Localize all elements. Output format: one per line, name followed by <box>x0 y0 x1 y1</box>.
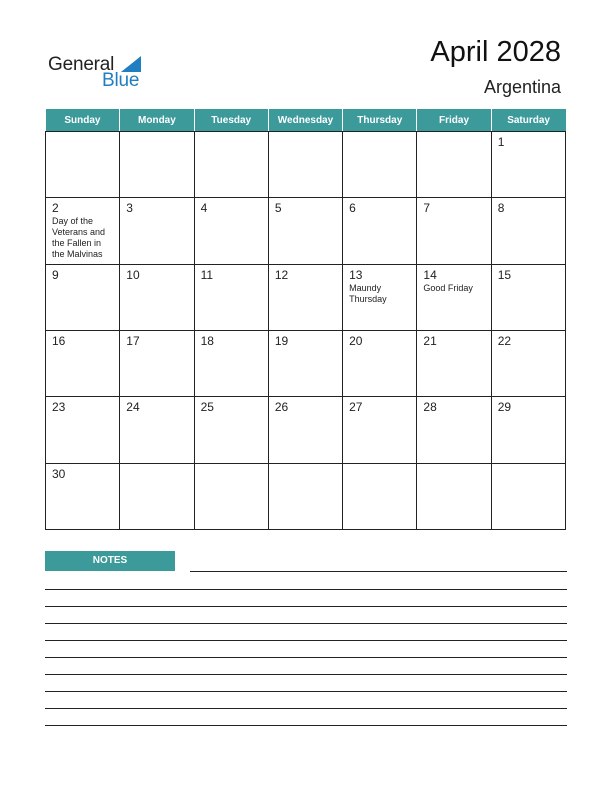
calendar-day-cell <box>417 132 491 198</box>
weekday-header: Monday <box>120 109 194 132</box>
calendar-day-cell <box>491 264 565 330</box>
day-number: 15 <box>497 267 512 282</box>
calendar-week-row <box>46 198 566 264</box>
day-number: 5 <box>274 201 282 216</box>
calendar-day-cell <box>194 132 268 198</box>
calendar-day-cell <box>417 397 491 463</box>
calendar-day-cell <box>194 397 268 463</box>
calendar-day-cell <box>491 330 565 396</box>
calendar-day-cell <box>417 198 491 264</box>
calendar-day-cell <box>417 463 491 529</box>
day-number: 26 <box>274 400 289 415</box>
day-number: 22 <box>497 333 512 348</box>
calendar-day-cell <box>194 264 268 330</box>
day-number: 6 <box>349 201 356 216</box>
weekday-header: Wednesday <box>268 109 342 132</box>
note-line <box>45 725 567 726</box>
calendar-grid <box>45 109 566 530</box>
day-number: 17 <box>126 333 140 348</box>
calendar-day-cell <box>491 463 565 529</box>
day-number: 28 <box>423 400 437 415</box>
day-number: 25 <box>200 400 214 415</box>
calendar-day-cell <box>343 264 417 330</box>
note-line <box>45 640 567 641</box>
calendar-day-cell <box>491 132 565 198</box>
day-number: 2 <box>52 201 59 216</box>
calendar-day-cell <box>491 198 565 264</box>
calendar-day-cell <box>343 198 417 264</box>
country-subtitle: Argentina <box>483 77 561 97</box>
calendar-day-cell <box>120 198 194 264</box>
note-line <box>45 657 567 658</box>
note-line <box>45 708 567 709</box>
calendar-week-row <box>46 264 566 330</box>
note-line <box>45 606 567 607</box>
weekday-header: Sunday <box>46 109 120 132</box>
day-number: 4 <box>200 201 208 216</box>
day-number: 29 <box>497 400 512 415</box>
calendar-day-cell <box>268 132 342 198</box>
weekday-header: Tuesday <box>194 109 268 132</box>
holiday-label: Good Friday <box>423 282 473 293</box>
day-number: 19 <box>274 333 289 348</box>
calendar-day-cell <box>194 463 268 529</box>
calendar-week-row <box>46 330 566 396</box>
day-number: 23 <box>52 400 66 415</box>
calendar-week-row <box>46 463 566 529</box>
day-number: 30 <box>52 466 66 481</box>
calendar-day-cell <box>343 397 417 463</box>
calendar-day-cell <box>343 132 417 198</box>
day-number: 10 <box>126 267 140 282</box>
day-number: 8 <box>497 201 505 216</box>
calendar-day-cell <box>120 397 194 463</box>
calendar-day-cell <box>46 198 120 264</box>
day-number: 20 <box>349 333 363 348</box>
calendar-day-cell <box>120 264 194 330</box>
calendar-day-cell <box>46 264 120 330</box>
day-number: 14 <box>423 267 437 282</box>
calendar-day-cell <box>194 198 268 264</box>
logo-blue-text: Blue <box>102 70 140 91</box>
day-number: 11 <box>200 267 214 282</box>
calendar-day-cell <box>194 330 268 396</box>
calendar-week-row <box>46 132 566 198</box>
day-number: 12 <box>274 267 289 282</box>
calendar-day-cell <box>268 397 342 463</box>
calendar-day-cell <box>268 264 342 330</box>
calendar-day-cell <box>491 397 565 463</box>
day-number: 3 <box>126 201 133 216</box>
calendar-day-cell <box>268 330 342 396</box>
calendar-day-cell <box>46 397 120 463</box>
note-line <box>45 691 567 692</box>
weekday-header-row <box>46 109 566 132</box>
calendar-day-cell <box>46 132 120 198</box>
day-number: 1 <box>497 135 505 149</box>
note-line <box>45 674 567 675</box>
day-number: 16 <box>52 333 66 348</box>
note-line <box>190 571 567 572</box>
calendar-day-cell <box>268 463 342 529</box>
day-number: 27 <box>349 400 363 415</box>
calendar-day-cell <box>343 463 417 529</box>
calendar-day-cell <box>343 330 417 396</box>
day-number: 21 <box>423 333 437 348</box>
day-number: 24 <box>126 400 140 415</box>
notes-label: NOTES <box>45 551 175 571</box>
weekday-header: Friday <box>417 109 491 132</box>
calendar-day-cell <box>120 330 194 396</box>
calendar-day-cell <box>46 330 120 396</box>
calendar-day-cell <box>417 264 491 330</box>
calendar-week-row <box>46 397 566 463</box>
calendar-day-cell <box>120 132 194 198</box>
day-number: 9 <box>52 267 59 282</box>
holiday-label: Day of the Veterans and the Fallen in the Malvinas <box>52 216 106 260</box>
weekday-header: Thursday <box>343 109 417 132</box>
note-line <box>45 589 567 590</box>
calendar-day-cell <box>120 463 194 529</box>
note-line <box>45 623 567 624</box>
weekday-header: Saturday <box>491 109 565 132</box>
calendar-day-cell <box>268 198 342 264</box>
calendar-day-cell <box>417 330 491 396</box>
page-title: April 2028 <box>430 36 561 68</box>
logo <box>48 52 158 92</box>
logo-general-text: General <box>48 54 115 75</box>
day-number: 18 <box>200 333 214 348</box>
calendar-day-cell <box>46 463 120 529</box>
day-number: 7 <box>423 201 431 216</box>
day-number: 13 <box>349 267 363 282</box>
holiday-label: Maundy Thursday <box>349 282 387 304</box>
